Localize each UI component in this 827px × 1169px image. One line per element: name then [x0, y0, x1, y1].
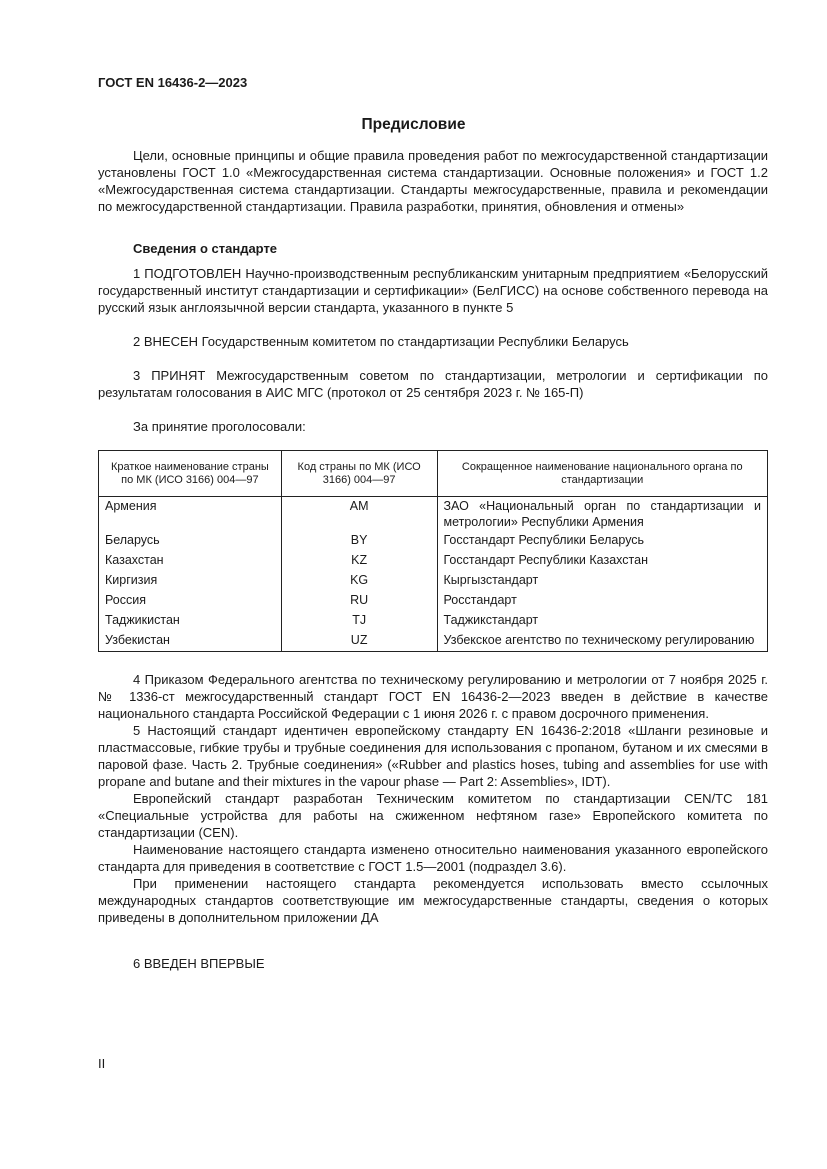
cell-code: AM — [281, 497, 437, 532]
cell-org: Таджикстандарт — [437, 611, 768, 631]
voted-label — [98, 418, 768, 435]
cell-org: Росстандарт — [437, 591, 768, 611]
info-heading: Сведения о стандарте — [133, 241, 278, 256]
voted-label-text: За принятие проголосовали: — [133, 419, 306, 434]
cell-code: BY — [281, 531, 437, 551]
item-5-name-change: Наименование настоящего стандарта изменено относительно наименования указанного европейского стандарта для приведения в соответствие с ГОСТ 1.5—2001 (подраздел 3.6). — [98, 842, 768, 874]
table-row — [99, 611, 768, 631]
cell-country: Казахстан — [99, 551, 282, 571]
item-5-references: При применении настоящего стандарта рекомендуется использовать вместо ссылочных международных стандартов соответствующие им межгосударственные стандарты, сведения о которых приведены в дополнительном приложении ДА — [98, 876, 768, 925]
table-row — [99, 631, 768, 652]
cell-code: KG — [281, 571, 437, 591]
header-org: Сокращенное наименование национального органа по стандартизации — [437, 451, 768, 497]
cell-org: ЗАО «Национальный орган по стандартизации и метрологии» Республики Армения — [437, 497, 768, 532]
cell-country: Беларусь — [99, 531, 282, 551]
item-5-text: 5 Настоящий стандарт идентичен европейскому стандарту EN 16436-2:2018 «Шланги резиновые и пластмассовые, гибкие трубы и трубные соединения для использования с пропаном, бутаном и их смесями в паровой фазе. Часть 2. Трубные соединения» («Rubber and plastics hoses, tubing and assemblies for use with propane and butane and their mixtures in the vapour phase — Part 2: Assemblies», IDT). — [98, 723, 768, 789]
table-row — [99, 497, 768, 532]
item-4-section — [98, 671, 768, 926]
table-row — [99, 551, 768, 571]
table-row — [99, 571, 768, 591]
table-header-row — [99, 451, 768, 497]
table-row — [99, 531, 768, 551]
cell-country: Россия — [99, 591, 282, 611]
cell-org: Госстандарт Республики Беларусь — [437, 531, 768, 551]
item-3 — [98, 367, 768, 401]
page-number: II — [98, 1056, 106, 1071]
intro-paragraph: Цели, основные принципы и общие правила проведения работ по межгосударственной стандартизации установлены ГОСТ 1.0 «Межгосударственная система стандартизации. Основные положения» и ГОСТ 1.2 «Межгосударственная система стандартизации. Стандарты межгосударственные, правила и рекомендации по межгосударственной стандартизации. Правила разработки, принятия, обновления и отмены» — [98, 148, 768, 214]
cell-code: TJ — [281, 611, 437, 631]
info-section — [98, 240, 768, 257]
item-2-text: 2 ВНЕСЕН Государственным комитетом по стандартизации Республики Беларусь — [133, 334, 629, 349]
cell-org: Кыргызстандарт — [437, 571, 768, 591]
item-3-text: 3 ПРИНЯТ Межгосударственным советом по стандартизации, метрологии и сертификации по результатам голосования в АИС МГС (протокол от 25 сентября 2023 г. № 165-П) — [98, 368, 768, 400]
cell-country: Киргизия — [99, 571, 282, 591]
cell-code: RU — [281, 591, 437, 611]
voting-table — [98, 450, 768, 652]
document-header: ГОСТ EN 16436-2—2023 — [98, 75, 248, 90]
item-1-text: 1 ПОДГОТОВЛЕН Научно-производственным республиканским унитарным предприятием «Белорусский государственный институт стандартизации и сертификации» (БелГИСС) на основе собственного перевода на русский язык англоязычной версии стандарта, указанного в пункте 5 — [98, 266, 768, 315]
table-row — [99, 591, 768, 611]
item-6-text: 6 ВВЕДЕН ВПЕРВЫЕ — [133, 956, 265, 971]
item-6 — [98, 955, 768, 972]
header-code: Код страны по МК (ИСО 3166) 004—97 — [281, 451, 437, 497]
cell-country: Узбекистан — [99, 631, 282, 652]
page-title: Предисловие — [361, 116, 466, 133]
cell-country: Таджикистан — [99, 611, 282, 631]
header-country: Краткое наименование страны по МК (ИСО 3166) 004—97 — [99, 451, 282, 497]
item-5-european-standard: Европейский стандарт разработан Техническим комитетом по стандартизации CEN/TC 181 «Специальные устройства для работы на сжиженном нефтяном газе» Европейского комитета по стандартизации (CEN). — [98, 791, 768, 840]
cell-org: Госстандарт Республики Казахстан — [437, 551, 768, 571]
cell-country: Армения — [99, 497, 282, 532]
intro-section — [98, 147, 768, 215]
item-4-text: 4 Приказом Федерального агентства по техническому регулированию и метрологии от 7 ноября 2025 г. № 1336-ст межгосударственный стандарт ГОСТ EN 16436-2—2023 введен в действие в качестве национального стандарта Российской Федерации с 1 июня 2026 г. с правом досрочного применения. — [98, 672, 768, 721]
item-2 — [98, 333, 768, 350]
cell-code: KZ — [281, 551, 437, 571]
cell-code: UZ — [281, 631, 437, 652]
item-1 — [98, 265, 768, 316]
cell-org: Узбекское агентство по техническому регулированию — [437, 631, 768, 652]
